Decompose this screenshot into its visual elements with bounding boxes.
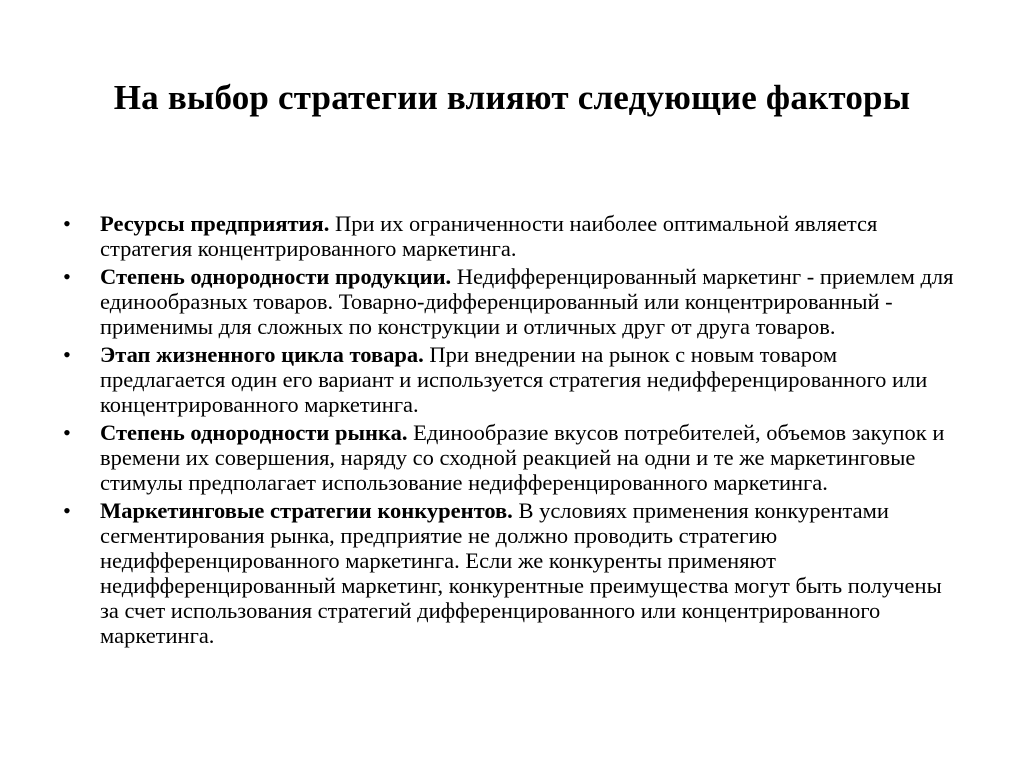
bullet-text: При их ограниченности наиболее оптимальной является стратегия концентрированного маркетинга. [100, 211, 878, 261]
bullet-list [60, 211, 965, 651]
bullet-marker: • [63, 342, 71, 367]
bullet-heading: Ресурсы предприятия. [100, 211, 330, 236]
bullet-item-resources [60, 211, 965, 261]
bullet-item-product-homogeneity [60, 264, 965, 339]
bullet-text: Недифференцированный маркетинг - приемлем для единообразных товаров. Товарно-дифференцированный или концентрированный - применимы для сложных по конструкции и отличных друг от друга товаров. [100, 264, 954, 339]
bullet-item-market-homogeneity [60, 420, 965, 495]
bullet-marker: • [63, 498, 71, 523]
bullet-marker: • [63, 420, 71, 445]
bullet-text: В условиях применения конкурентами сегментирования рынка, предприятие не должно проводить стратегию недифференцированного маркетинга. Если же конкуренты применяют недифференцированный маркетинг, конкурентные преимущества могут быть получены за счет использования стратегий дифференцированного или концентрированного маркетинга. [100, 498, 942, 648]
bullet-text: Единообразие вкусов потребителей, объемов закупок и времени их совершения, наряду со сходной реакцией на одни и те же маркетинговые стимулы предполагает использование недифференцированного маркетинга. [100, 420, 945, 495]
bullet-item-competitors [60, 498, 965, 648]
bullet-marker: • [63, 264, 71, 289]
bullet-item-life-cycle [60, 342, 965, 417]
bullet-heading: Маркетинговые стратегии конкурентов. [100, 498, 513, 523]
bullet-heading: Этап жизненного цикла товара. [100, 342, 424, 367]
bullet-marker: • [63, 211, 71, 236]
bullet-heading: Степень однородности продукции. [100, 264, 452, 289]
bullet-text: При внедрении на рынок с новым товаром предлагается один его вариант и используется стратегия недифференцированного или концентрированного маркетинга. [100, 342, 928, 417]
slide-title: На выбор стратегии влияют следующие факторы [113, 78, 911, 117]
bullet-heading: Степень однородности рынка. [100, 420, 408, 445]
